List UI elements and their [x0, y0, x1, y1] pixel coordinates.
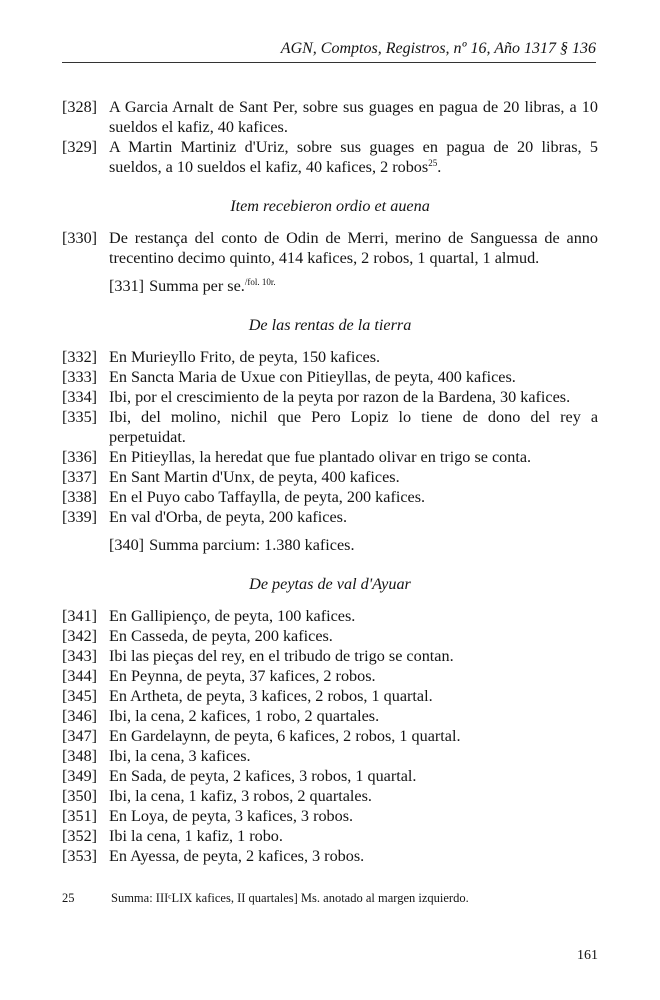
- entry-number: [335]: [62, 408, 98, 426]
- folio-marker: /fol. 10r.: [244, 277, 276, 287]
- entry-number: [347]: [62, 727, 98, 745]
- summa-text-container: [149, 276, 276, 296]
- entry-text: Ibi, la cena, 2 kafices, 1 robo, 2 quartales.: [109, 707, 380, 725]
- header-rule: [62, 62, 596, 63]
- entry-text: Ibi, por el crescimiento de la peyta por razon de la Bardena, 30 kafices.: [109, 388, 571, 406]
- entry-334: [62, 387, 598, 407]
- entry-349: [62, 766, 598, 786]
- entry-text: En Sancta Maria de Uxue con Pitieyllas, de peyta, 400 kafices.: [109, 368, 516, 386]
- entry-number: [343]: [62, 647, 98, 665]
- entry-328: [62, 97, 598, 137]
- entry-number: [350]: [62, 787, 98, 805]
- entry-number: [334]: [62, 388, 98, 406]
- entry-number: [349]: [62, 767, 98, 785]
- entry-number: [338]: [62, 488, 98, 506]
- footnote: [62, 891, 598, 906]
- entry-number: [348]: [62, 747, 98, 765]
- entry-text-container: [109, 137, 598, 177]
- summa-340: [62, 535, 598, 555]
- entry-text: Ibi, la cena, 1 kafiz, 3 robos, 2 quartales.: [109, 787, 372, 805]
- entry-329: [62, 137, 598, 177]
- entry-text: En Ayessa, de peyta, 2 kafices, 3 robos.: [109, 847, 365, 865]
- entry-347: [62, 726, 598, 746]
- entry-338: [62, 487, 598, 507]
- section-heading-ayuar: De peytas de val d'Ayuar: [249, 575, 411, 593]
- entry-346: [62, 706, 598, 726]
- entry-341: [62, 606, 598, 626]
- entry-number: [328]: [62, 98, 98, 116]
- entry-text: En el Puyo cabo Taffaylla, de peyta, 200 kafices.: [109, 488, 426, 506]
- entry-text: A Martin Martiniz d'Uriz, sobre sus guages en pagua de 20 libras, 5 sueldos, a 10 sueldos el kafiz, 40 kafices, 2 robos: [109, 138, 598, 176]
- entry-336: [62, 447, 598, 467]
- entry-text: De restança del conto de Odin de Merri, merino de Sanguessa de anno trecentino decimo quinto, 414 kafices, 2 robos, 1 quartal, 1 almud.: [109, 229, 598, 267]
- entry-343: [62, 646, 598, 666]
- section-heading-rentas: De las rentas de la tierra: [248, 316, 412, 334]
- entry-number: [329]: [62, 138, 98, 156]
- footnote-number: 25: [62, 891, 75, 905]
- entry-337: [62, 467, 598, 487]
- entry-number: [342]: [62, 627, 98, 645]
- entry-332: [62, 347, 598, 367]
- entry-text: En Murieyllo Frito, de peyta, 150 kafices.: [109, 348, 381, 366]
- document-body: [62, 97, 598, 866]
- entry-text: Ibi, la cena, 3 kafices.: [109, 747, 251, 765]
- entry-330: [62, 228, 598, 268]
- entry-text: En Sant Martin d'Unx, de peyta, 400 kafices.: [109, 468, 400, 486]
- entry-number: [331]: [109, 277, 145, 295]
- entry-text: En Casseda, de peyta, 200 kafices.: [109, 627, 333, 645]
- entry-number: [333]: [62, 368, 98, 386]
- entry-number: [341]: [62, 607, 98, 625]
- entry-348: [62, 746, 598, 766]
- entry-text: En Artheta, de peyta, 3 kafices, 2 robos, 1 quartal.: [109, 687, 433, 705]
- entry-number: [336]: [62, 448, 98, 466]
- entry-number: [337]: [62, 468, 98, 486]
- entry-number: [345]: [62, 687, 98, 705]
- entry-352: [62, 826, 598, 846]
- entry-339: [62, 507, 598, 527]
- entry-333: [62, 367, 598, 387]
- entry-number: [351]: [62, 807, 98, 825]
- entry-text: En Sada, de peyta, 2 kafices, 3 robos, 1 quartal.: [109, 767, 417, 785]
- entry-353: [62, 846, 598, 866]
- footnote-reference: 25: [428, 158, 438, 168]
- summa-text: Summa per se.: [149, 277, 245, 295]
- entry-text: En val d'Orba, de peyta, 200 kafices.: [109, 508, 347, 526]
- summa-text: Summa parcium: 1.380 kafices.: [149, 536, 355, 554]
- entry-text: Ibi la cena, 1 kafiz, 1 robo.: [109, 827, 283, 845]
- entry-text: En Loya, de peyta, 3 kafices, 3 robos.: [109, 807, 354, 825]
- page-number: 161: [577, 948, 598, 963]
- entry-text-end: .: [437, 158, 442, 176]
- entry-number: [339]: [62, 508, 98, 526]
- entry-group-4: [62, 606, 598, 866]
- entry-351: [62, 806, 598, 826]
- summa-331: [62, 276, 598, 296]
- entry-number: [344]: [62, 667, 98, 685]
- entry-number: [353]: [62, 847, 98, 865]
- footnote-text: Summa: IIIᶜLIX kafices, II quartales] Ms. anotado al margen izquierdo.: [111, 891, 469, 905]
- entry-number: [346]: [62, 707, 98, 725]
- entry-group-3: [62, 347, 598, 527]
- entry-344: [62, 666, 598, 686]
- entry-345: [62, 686, 598, 706]
- entry-number: [340]: [109, 536, 145, 554]
- entry-text: En Gardelaynn, de peyta, 6 kafices, 2 robos, 1 quartal.: [109, 727, 461, 745]
- entry-342: [62, 626, 598, 646]
- entry-text: En Gallipienço, de peyta, 100 kafices.: [109, 607, 356, 625]
- section-heading-ordio: Item recebieron ordio et auena: [230, 197, 430, 215]
- running-header: AGN, Comptos, Registros, nº 16, Año 1317 § 136: [280, 40, 596, 57]
- entry-group-2: [62, 228, 598, 268]
- entry-text: Ibi, del molino, nichil que Pero Lopiz lo tiene de dono del rey a perpetuidat.: [109, 408, 598, 446]
- entry-350: [62, 786, 598, 806]
- entry-number: [352]: [62, 827, 98, 845]
- entry-number: [332]: [62, 348, 98, 366]
- entry-text: En Peynna, de peyta, 37 kafices, 2 robos.: [109, 667, 376, 685]
- entry-group-1: [62, 97, 598, 177]
- entry-number: [330]: [62, 229, 98, 247]
- entry-335: [62, 407, 598, 447]
- entry-text: En Pitieyllas, la heredat que fue plantado olivar en trigo se conta.: [109, 448, 532, 466]
- entry-text: A Garcia Arnalt de Sant Per, sobre sus guages en pagua de 20 libras, a 10 sueldos el kafiz, 40 kafices.: [109, 98, 598, 136]
- entry-text: Ibi las pieças del rey, en el tribudo de trigo se contan.: [109, 647, 454, 665]
